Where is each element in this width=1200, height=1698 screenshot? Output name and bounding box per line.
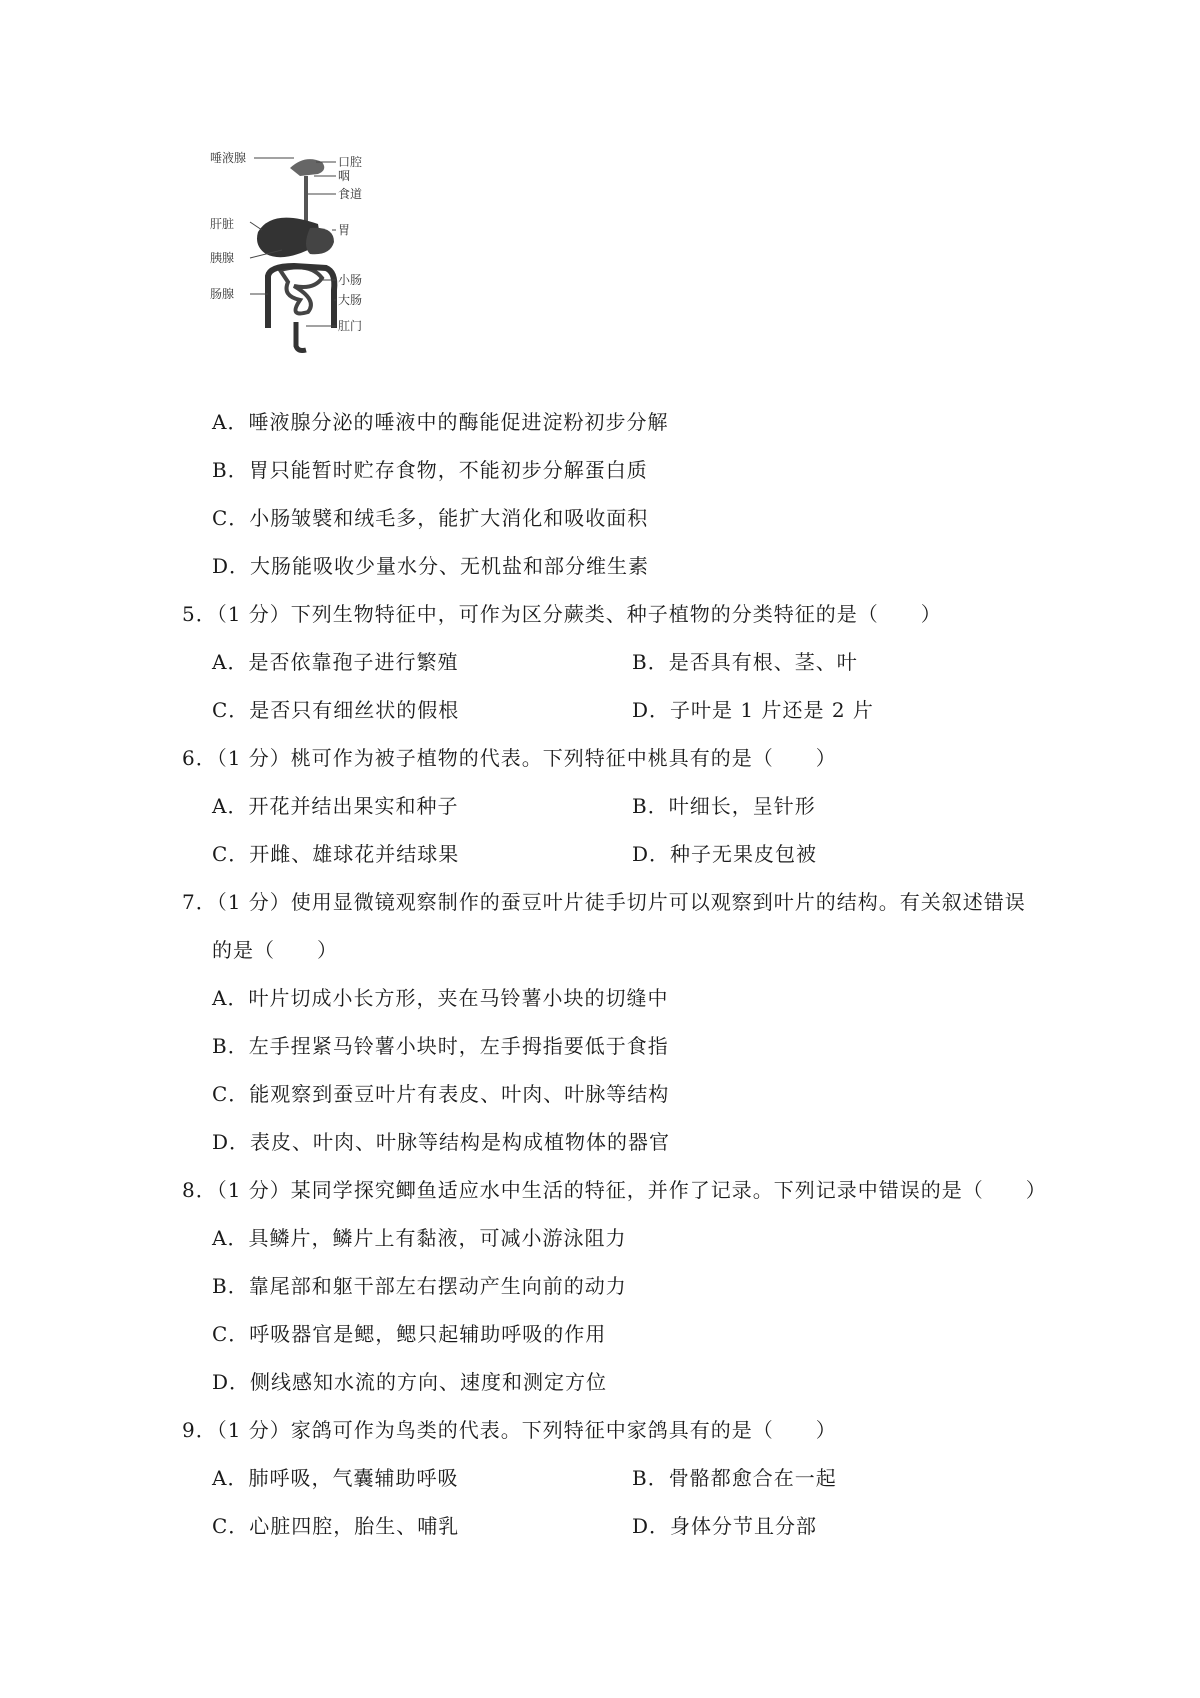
q6-option-d: D．种子无果皮包被 — [632, 842, 818, 866]
q7-option-a: A．叶片切成小长方形，夹在马铃薯小块的切缝中 — [212, 986, 669, 1010]
q8-option-b: B．靠尾部和躯干部左右摆动产生向前的动力 — [212, 1274, 627, 1298]
q8-option-a: A．具鳞片，鳞片上有黏液，可减小游泳阻力 — [212, 1226, 627, 1250]
label-small-intestine: 小肠 — [338, 273, 363, 287]
q7-stem-continued: 的是（ ） — [212, 938, 338, 962]
label-pancreas: 胰腺 — [210, 251, 235, 265]
q4-option-b: B．胃只能暂时贮存食物，不能初步分解蛋白质 — [212, 458, 648, 482]
q9-option-c: C．心脏四腔，胎生、哺乳 — [212, 1514, 460, 1538]
stomach-shape — [306, 228, 334, 254]
small-intestine-shape — [280, 267, 322, 313]
q4-option-d: D．大肠能吸收少量水分、无机盐和部分维生素 — [212, 554, 650, 578]
q5-option-a: A．是否依靠孢子进行繁殖 — [212, 650, 459, 674]
q5-option-b: B．是否具有根、茎、叶 — [632, 650, 858, 674]
q6-option-c: C．开雌、雄球花并结球果 — [212, 842, 460, 866]
q7-option-b: B．左手捏紧马铃薯小块时，左手拇指要低于食指 — [212, 1034, 669, 1058]
q7-stem: 7．（1 分）使用显微镜观察制作的蚕豆叶片徒手切片可以观察到叶片的结构。有关叙述错误 — [182, 890, 1026, 914]
digestive-system-diagram — [210, 150, 400, 365]
label-salivary-gland: 唾液腺 — [210, 151, 247, 165]
rectum-shape — [296, 322, 306, 351]
q7-option-c: C．能观察到蚕豆叶片有表皮、叶肉、叶脉等结构 — [212, 1082, 670, 1106]
label-liver: 肝脏 — [210, 217, 235, 231]
label-intestinal-gland: 肠腺 — [210, 287, 235, 301]
label-pharynx: 咽 — [338, 169, 351, 183]
q9-option-b: B．骨骼都愈合在一起 — [632, 1466, 837, 1490]
q9-stem: 9．（1 分）家鸽可作为鸟类的代表。下列特征中家鸽具有的是（ ） — [182, 1418, 837, 1442]
label-esophagus: 食道 — [338, 187, 363, 201]
q6-option-b: B．叶细长，呈针形 — [632, 794, 816, 818]
label-mouth: 口腔 — [338, 155, 363, 169]
large-intestine-shape — [268, 266, 334, 328]
digestive-system-figure — [210, 150, 400, 365]
q9-option-a: A．肺呼吸，气囊辅助呼吸 — [212, 1466, 459, 1490]
label-anus: 肛门 — [338, 319, 363, 333]
q8-option-c: C．呼吸器官是鳃，鳃只起辅助呼吸的作用 — [212, 1322, 607, 1346]
q8-stem: 8．（1 分）某同学探究鲫鱼适应水中生活的特征，并作了记录。下列记录中错误的是（ ） — [182, 1178, 1047, 1202]
label-large-intestine: 大肠 — [338, 293, 363, 307]
q5-stem: 5．（1 分）下列生物特征中，可作为区分蕨类、种子植物的分类特征的是（ ） — [182, 602, 942, 626]
q4-option-c: C．小肠皱襞和绒毛多，能扩大消化和吸收面积 — [212, 506, 649, 530]
q6-stem: 6．（1 分）桃可作为被子植物的代表。下列特征中桃具有的是（ ） — [182, 746, 837, 770]
q7-option-d: D．表皮、叶肉、叶脉等结构是构成植物体的器官 — [212, 1130, 671, 1154]
q5-option-d: D．子叶是 1 片还是 2 片 — [632, 698, 874, 722]
label-stomach: 胃 — [338, 223, 351, 237]
q5-option-c: C．是否只有细丝状的假根 — [212, 698, 460, 722]
q9-option-d: D．身体分节且分部 — [632, 1514, 818, 1538]
q8-option-d: D．侧线感知水流的方向、速度和测定方位 — [212, 1370, 608, 1394]
q4-option-a: A．唾液腺分泌的唾液中的酶能促进淀粉初步分解 — [212, 410, 669, 434]
q6-option-a: A．开花并结出果实和种子 — [212, 794, 459, 818]
